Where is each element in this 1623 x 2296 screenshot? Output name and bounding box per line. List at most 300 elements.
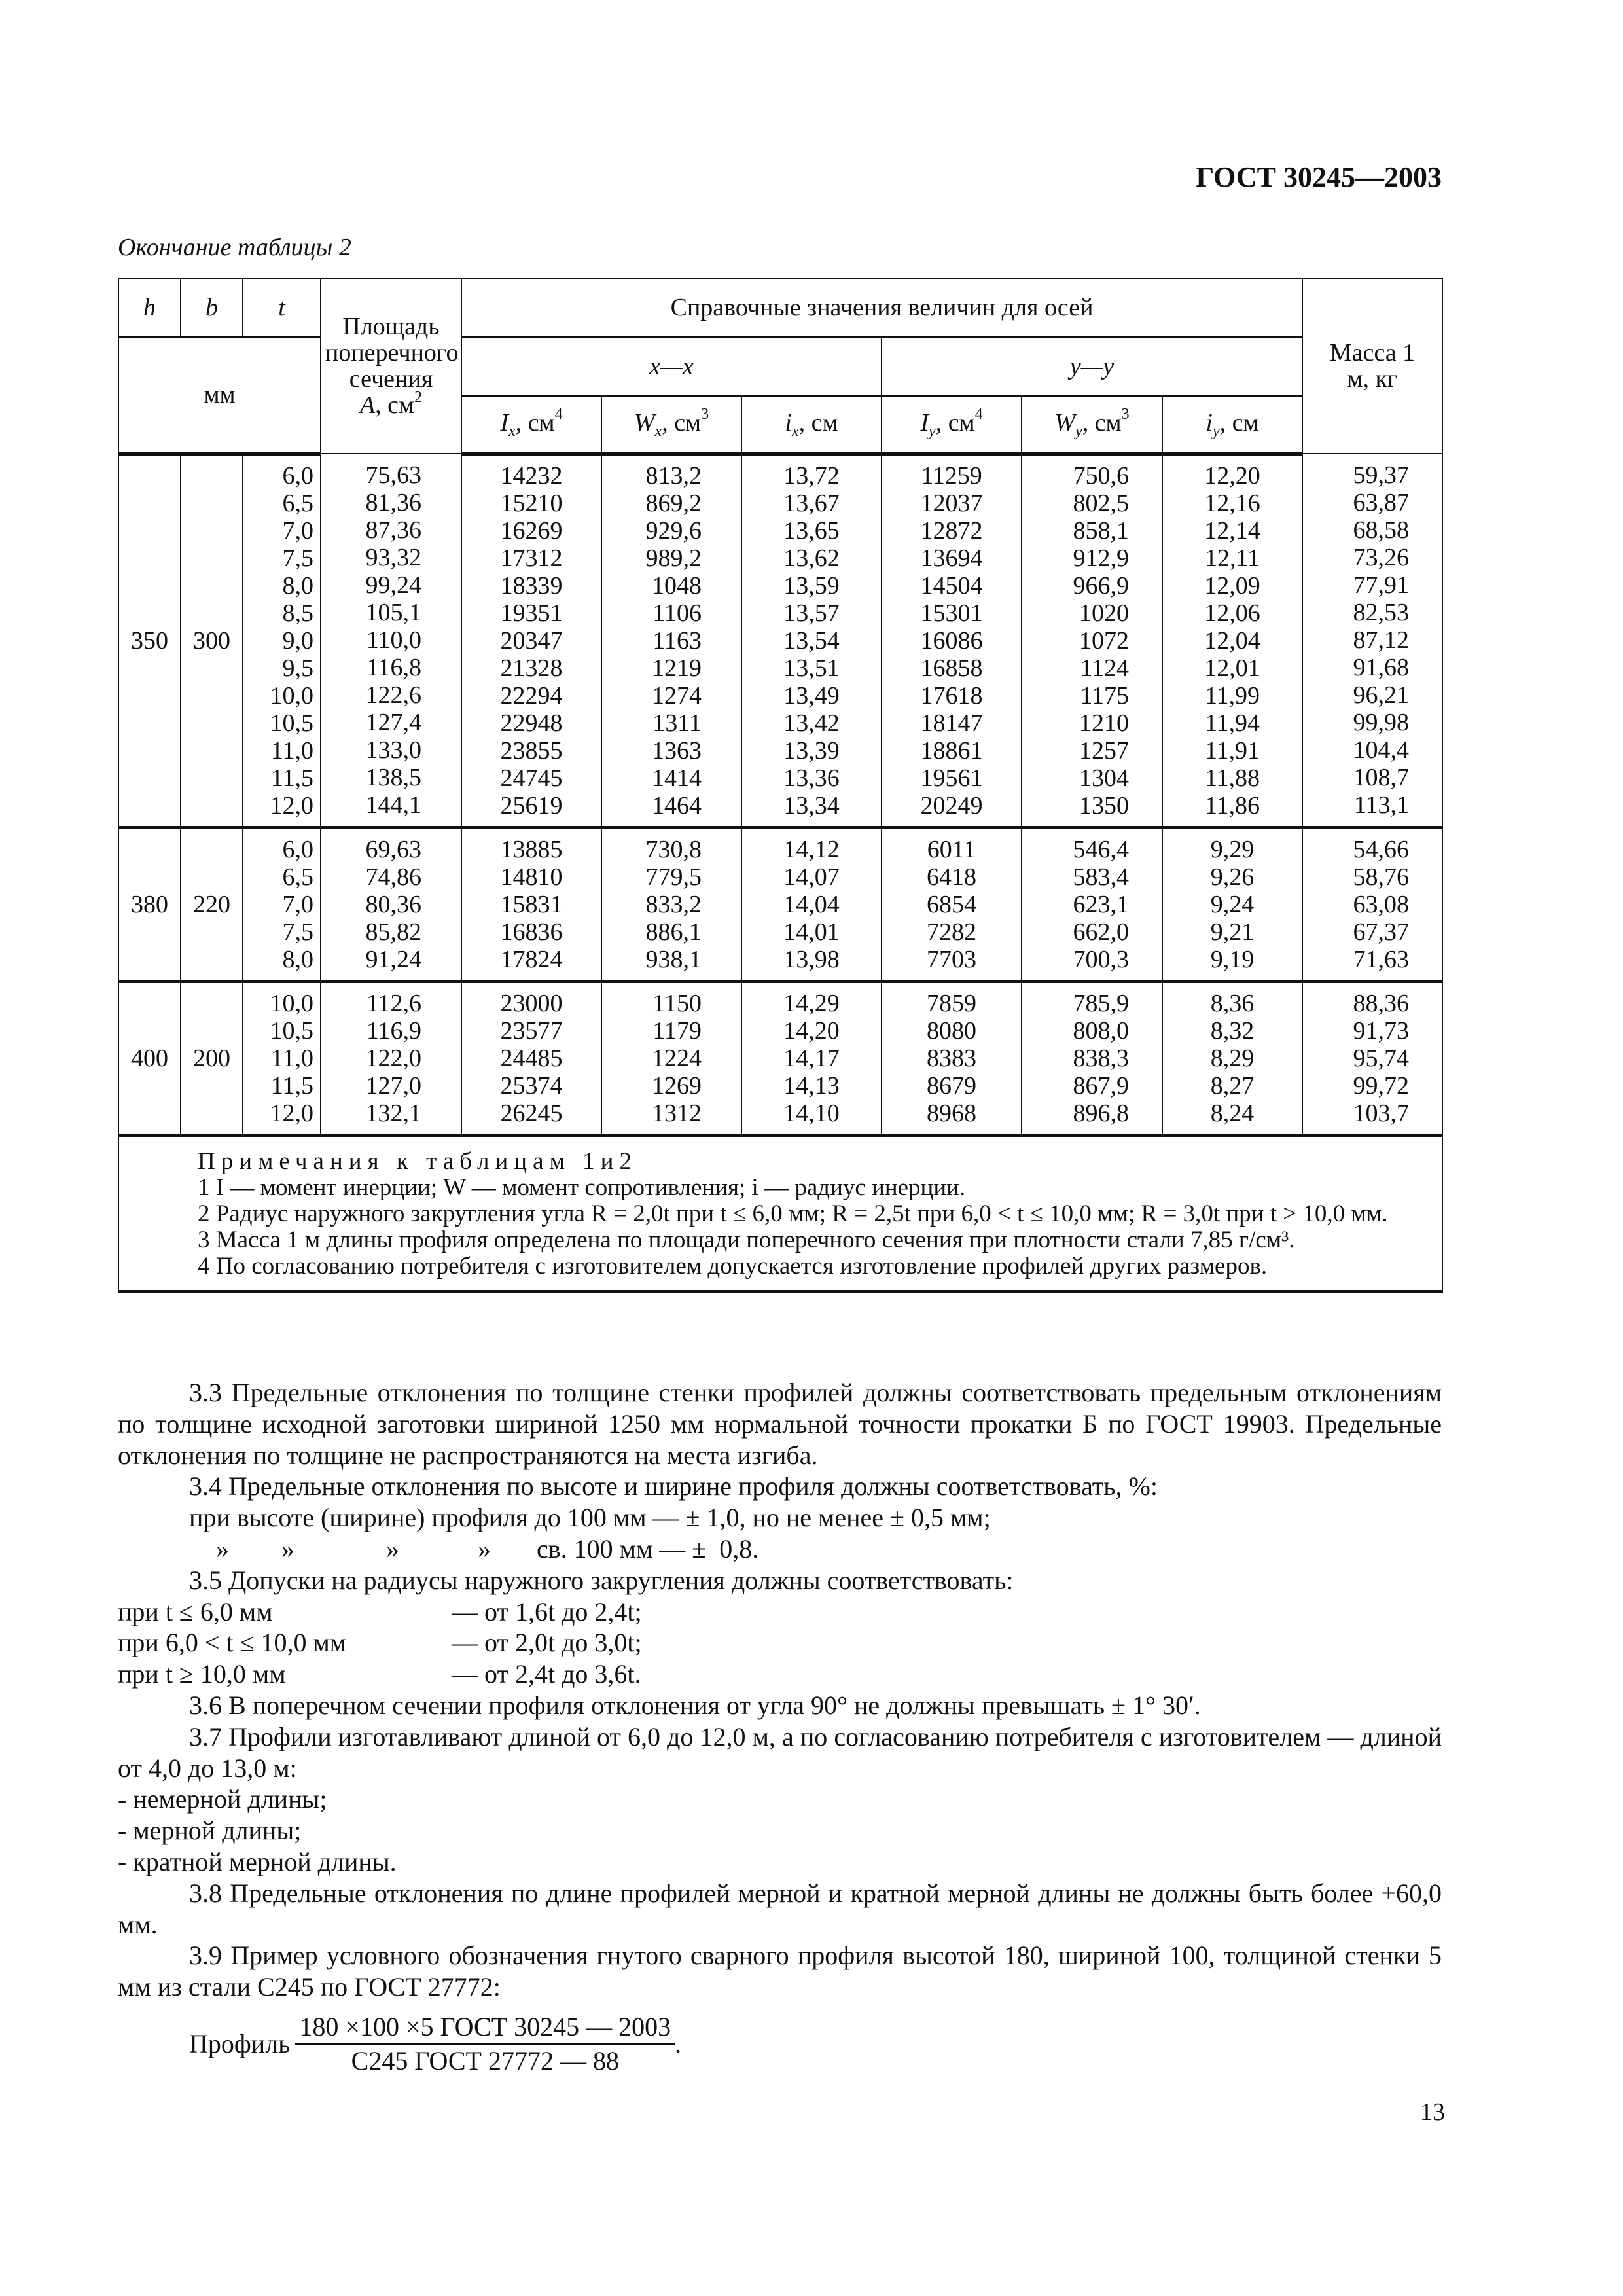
table-notes — [118, 1135, 1442, 1291]
cell-col-mass — [1302, 981, 1442, 1135]
cell-value-Wx: 1312 — [652, 1099, 702, 1127]
cell-value-Wy: 785,9 — [1073, 989, 1129, 1017]
cell-value-A: 91,24 — [365, 945, 421, 973]
cell-value-iy: 12,06 — [1204, 599, 1260, 627]
cell-value-mass: 77,91 — [1353, 571, 1410, 599]
cell-value-mass: 87,12 — [1353, 626, 1410, 654]
cell-value-Wy: 1350 — [1079, 791, 1129, 819]
cell-value-iy: 11,86 — [1204, 791, 1260, 819]
cell-value-mass: 113,1 — [1353, 791, 1410, 819]
cell-value-Wx: 1163 — [652, 626, 702, 655]
cell-value-t: 7,0 — [282, 890, 313, 918]
cell-h: 380 — [118, 827, 181, 981]
cell-value-ix: 13,65 — [783, 516, 840, 545]
cell-value-Iy: 8679 — [927, 1071, 976, 1100]
cell-col-ix — [741, 827, 882, 981]
cell-value-Ix: 15210 — [500, 489, 563, 517]
cell-value-mass: 99,72 — [1353, 1071, 1410, 1100]
cell-value-iy: 9,26 — [1210, 863, 1255, 891]
cell-value-A: 74,86 — [365, 863, 421, 891]
cell-value-Wy: 802,5 — [1073, 489, 1129, 517]
cell-value-Ix: 25619 — [500, 791, 563, 819]
cell-value-Iy: 7703 — [927, 945, 976, 973]
header-col — [741, 396, 882, 454]
cell-value-Iy: 6854 — [927, 890, 976, 918]
cell-value-A: 127,0 — [365, 1071, 421, 1100]
cell-value-A: 80,36 — [365, 890, 421, 918]
cell-value-mass: 82,53 — [1353, 598, 1410, 626]
header-area — [321, 278, 461, 454]
cell-value-Ix: 17824 — [500, 945, 563, 973]
cell-value-Iy: 6011 — [927, 835, 976, 863]
header-col-symbol: W — [1054, 408, 1076, 437]
cell-value-Iy: 7282 — [927, 918, 976, 946]
cell-value-ix: 14,12 — [783, 835, 840, 863]
table-continuation-caption: Окончание таблицы 2 — [118, 234, 351, 261]
cell-value-t: 7,0 — [282, 516, 313, 545]
cell-value-Wx: 1414 — [652, 764, 702, 792]
cell-value-A: 122,6 — [365, 681, 421, 709]
cell-value-Wy: 1124 — [1080, 654, 1129, 682]
note-2: 2 Радиус наружного закругления угла R = 2,0t при t ≤ 6,0 мм; R = 2,5t при 6,0 < t ≤ 10,0 мм; R = 3,0t при t > 10,0 мм. — [198, 1200, 1388, 1227]
cell-value-A: 116,8 — [366, 653, 421, 681]
header-col-unit: , см — [515, 408, 555, 437]
cell-value-t: 6,0 — [282, 461, 313, 490]
cell-value-Ix: 22948 — [500, 709, 563, 737]
cell-col-ix — [741, 981, 882, 1135]
cell-value-Ix: 23000 — [500, 989, 563, 1017]
cell-col-Wy — [1022, 454, 1162, 827]
cell-value-t: 12,0 — [270, 1099, 313, 1127]
cell-value-Wx: 1048 — [652, 571, 702, 600]
cell-value-ix: 13,42 — [783, 709, 840, 737]
cell-value-t: 8,0 — [282, 945, 313, 973]
clause-3-5: 3.5 Допуски на радиусы наружного закругления должны соответствовать: — [189, 1565, 1014, 1595]
tolerance-condition: при t ≥ 10,0 мм — [118, 1659, 286, 1689]
cell-value-Ix: 23577 — [500, 1016, 563, 1045]
cell-value-Iy: 8383 — [927, 1044, 976, 1072]
cell-value-Ix: 22294 — [500, 681, 563, 709]
cell-b: 300 — [181, 454, 243, 827]
header-col-sup: 4 — [974, 405, 983, 423]
header-area-unit: , см — [375, 391, 415, 419]
cell-value-t: 6,5 — [282, 489, 313, 517]
note-3: 3 Масса 1 м длины профиля определена по площади поперечного сечения при плотности стали 7,85 г/см³. — [198, 1226, 1295, 1253]
cell-value-Wx: 730,8 — [645, 835, 702, 863]
cell-value-A: 87,36 — [365, 516, 421, 544]
cell-value-iy: 9,19 — [1210, 945, 1255, 973]
cell-value-Ix: 14232 — [500, 461, 563, 490]
header-col-sub: x — [791, 422, 799, 440]
cell-value-Ix: 21328 — [500, 654, 563, 682]
cell-value-A: 132,1 — [365, 1099, 421, 1127]
designation-numerator: 180 ×100 ×5 ГОСТ 30245 — 2003 — [295, 2012, 675, 2045]
cell-value-iy: 9,24 — [1210, 890, 1255, 918]
cell-value-Wx: 1219 — [652, 654, 702, 682]
clause-3-7: 3.7 Профили изготавливают длиной от 6,0 до 12,0 м, а по согласованию потребителя с изготовителем — длиной от 4,0 до 13,0 м: — [118, 1721, 1442, 1783]
cell-value-Iy: 7859 — [927, 989, 976, 1017]
cell-value-Wx: 1274 — [652, 681, 702, 709]
cell-value-t: 8,0 — [282, 571, 313, 600]
cell-col-Ix — [461, 981, 601, 1135]
cell-value-mass: 67,37 — [1353, 918, 1410, 946]
cell-b: 220 — [181, 827, 243, 981]
cell-value-Ix: 23855 — [500, 736, 563, 764]
cell-value-ix: 14,29 — [783, 989, 840, 1017]
cell-value-A: 110,0 — [366, 626, 421, 654]
cell-h: 350 — [118, 454, 181, 827]
cell-value-Wx: 1363 — [652, 736, 702, 764]
header-col-unit: , см — [798, 408, 838, 437]
cell-value-Iy: 8080 — [927, 1016, 976, 1045]
cell-col-mass — [1302, 827, 1442, 981]
cell-value-t: 6,0 — [282, 835, 313, 863]
cell-value-Wy: 867,9 — [1073, 1071, 1129, 1100]
cell-value-Wy: 700,3 — [1073, 945, 1129, 973]
clause-3-3: 3.3 Предельные отклонения по толщине стенки профилей должны соответствовать предельным отклонениям по толщине исходной заготовки шириной 1250 мм нормальной точности прокатки Б по ГОСТ 19903. Предельные отклонения по толщине не распространяются на места изгиба. — [118, 1378, 1442, 1470]
cell-value-mass: 95,74 — [1353, 1044, 1410, 1072]
cell-value-mass: 63,08 — [1353, 890, 1410, 918]
cell-value-mass: 103,7 — [1353, 1099, 1410, 1127]
header-col — [461, 396, 601, 454]
cell-value-Wy: 1175 — [1080, 681, 1129, 709]
cell-value-Iy: 14504 — [920, 571, 983, 600]
cell-value-iy: 9,21 — [1210, 918, 1255, 946]
cell-value-A: 75,63 — [365, 461, 421, 489]
cell-value-ix: 14,10 — [783, 1099, 840, 1127]
cell-col-Wx — [601, 454, 741, 827]
cell-value-ix: 13,62 — [783, 544, 840, 572]
designation-fraction — [295, 2012, 675, 2076]
cell-value-iy: 8,32 — [1210, 1016, 1255, 1045]
tolerance-condition: при t ≤ 6,0 мм — [118, 1596, 273, 1626]
cell-col-Wx — [601, 981, 741, 1135]
cell-col-Iy — [882, 454, 1022, 827]
cell-value-Iy: 16858 — [920, 654, 983, 682]
designation-end: . — [675, 2029, 682, 2059]
cell-value-Wx: 989,2 — [645, 544, 702, 572]
header-mm: мм — [118, 337, 321, 454]
clause-3-8: 3.8 Предельные отклонения по длине профилей мерной и кратной мерной длины не должны быть более +60,0 мм. — [118, 1878, 1442, 1939]
cell-value-t: 11,5 — [270, 1071, 313, 1100]
cell-value-Wx: 1179 — [652, 1016, 702, 1045]
cell-value-Ix: 26245 — [500, 1099, 563, 1127]
tolerance-value: — от 1,6t до 2,4t; — [452, 1596, 642, 1626]
note-4: 4 По согласованию потребителя с изготовителем допускается изготовление профилей других размеров. — [198, 1252, 1268, 1280]
cell-value-Wy: 966,9 — [1073, 571, 1129, 600]
cell-value-t: 10,0 — [270, 989, 313, 1017]
cell-value-t: 12,0 — [270, 791, 313, 819]
cell-value-Wx: 1150 — [652, 989, 702, 1017]
cell-value-Wx: 1224 — [652, 1044, 702, 1072]
cell-value-Iy: 8968 — [927, 1099, 976, 1127]
header-col-symbol: W — [633, 408, 655, 437]
length-item: - кратной мерной длины. — [118, 1846, 397, 1876]
cell-value-Ix: 15831 — [500, 890, 563, 918]
cell-value-Iy: 12872 — [920, 516, 983, 545]
cell-value-Ix: 16269 — [500, 516, 563, 545]
cell-value-t: 6,5 — [282, 863, 313, 891]
cell-value-t: 7,5 — [282, 918, 313, 946]
cell-col-iy — [1162, 827, 1302, 981]
cell-value-Wy: 858,1 — [1073, 516, 1129, 545]
table-row-group — [118, 454, 1442, 827]
header-col-sub: y — [1213, 422, 1220, 440]
cell-value-iy: 11,88 — [1204, 764, 1260, 792]
header-col-sup: 3 — [1121, 405, 1130, 423]
header-col-symbol: i — [785, 408, 792, 437]
clause-3-4-line-2: » » » » св. 100 мм — ± 0,8. — [216, 1534, 759, 1564]
header-area-text: Площадь поперечного сечения — [325, 313, 459, 393]
cell-value-A: 85,82 — [365, 918, 421, 946]
cell-value-iy: 11,91 — [1204, 736, 1260, 764]
cell-value-Wx: 779,5 — [645, 863, 702, 891]
cell-value-Wx: 813,2 — [645, 461, 702, 490]
cell-value-A: 112,6 — [366, 989, 421, 1017]
cell-value-iy: 12,20 — [1204, 461, 1260, 490]
cell-value-Ix: 13885 — [500, 835, 563, 863]
header-b: b — [181, 278, 243, 337]
cell-col-Wy — [1022, 827, 1162, 981]
table-2 — [118, 278, 1443, 1293]
cell-value-A: 69,63 — [365, 835, 421, 863]
cell-value-Wy: 1257 — [1079, 736, 1129, 764]
cell-value-ix: 13,72 — [783, 461, 840, 490]
header-col-sub: y — [929, 422, 936, 440]
header-t: t — [243, 278, 321, 337]
cell-value-Wx: 886,1 — [645, 918, 702, 946]
header-area-sup: 2 — [414, 389, 423, 406]
header-col — [882, 396, 1022, 454]
cell-col-A — [321, 827, 461, 981]
cell-value-ix: 13,51 — [783, 654, 840, 682]
cell-value-A: 138,5 — [365, 763, 421, 791]
cell-col-A — [321, 981, 461, 1135]
header-col-unit: , см — [1082, 408, 1122, 437]
cell-value-Wx: 869,2 — [645, 489, 702, 517]
cell-value-A: 144,1 — [365, 791, 421, 819]
cell-value-mass: 104,4 — [1353, 736, 1410, 764]
tolerance-value: — от 2,0t до 3,0t; — [452, 1628, 642, 1658]
cell-value-Wy: 838,3 — [1073, 1044, 1129, 1072]
cell-value-mass: 73,26 — [1353, 543, 1410, 571]
cell-value-Wy: 750,6 — [1073, 461, 1129, 490]
cell-value-ix: 14,20 — [783, 1016, 840, 1045]
cell-col-t — [243, 981, 321, 1135]
cell-value-iy: 8,36 — [1210, 989, 1255, 1017]
cell-value-A: 99,24 — [365, 571, 421, 599]
cell-value-Iy: 17618 — [920, 681, 983, 709]
body-text — [118, 1377, 1442, 2076]
cell-col-t — [243, 454, 321, 827]
header-col-unit: , см — [1219, 408, 1259, 437]
cell-value-ix: 13,36 — [783, 764, 840, 792]
cell-value-Wy: 808,0 — [1073, 1016, 1129, 1045]
cell-value-t: 10,0 — [270, 681, 313, 709]
cell-value-Iy: 11259 — [921, 461, 982, 490]
cell-col-t — [243, 827, 321, 981]
designation-label: Профиль — [189, 2029, 291, 2059]
cell-col-Iy — [882, 981, 1022, 1135]
cell-value-Ix: 14810 — [500, 863, 563, 891]
length-item: - мерной длины; — [118, 1816, 302, 1846]
cell-value-Ix: 16836 — [500, 918, 563, 946]
header-col-sub: x — [508, 422, 516, 440]
cell-value-iy: 12,01 — [1204, 654, 1260, 682]
table-row-group — [118, 827, 1442, 981]
cell-value-Iy: 15301 — [920, 599, 983, 627]
cell-col-iy — [1162, 981, 1302, 1135]
cell-value-iy: 12,14 — [1204, 516, 1260, 545]
cell-value-ix: 13,98 — [783, 945, 840, 973]
cell-value-Iy: 12037 — [920, 489, 983, 517]
notes-title: Примечания к таблицам 1и2 — [198, 1147, 637, 1175]
header-axis-x: x—x — [461, 337, 882, 396]
cell-value-Ix: 25374 — [500, 1071, 563, 1100]
cell-value-mass: 91,73 — [1353, 1016, 1410, 1045]
cell-value-t: 7,5 — [282, 544, 313, 572]
cell-value-Iy: 16086 — [920, 626, 983, 655]
cell-value-mass: 63,87 — [1353, 488, 1410, 516]
cell-value-Wy: 623,1 — [1073, 890, 1129, 918]
cell-value-mass: 71,63 — [1353, 945, 1410, 973]
page-number: 13 — [1420, 2098, 1445, 2126]
header-area-symbol: A — [359, 391, 376, 419]
cell-value-Wy: 912,9 — [1073, 544, 1129, 572]
note-1: 1 I — момент инерции; W — момент сопротивления; i — радиус инерции. — [198, 1174, 966, 1201]
header-col-sup: 3 — [701, 405, 709, 423]
cell-value-ix: 13,39 — [783, 736, 840, 764]
cell-value-t: 8,5 — [282, 599, 313, 627]
length-item: - немерной длины; — [118, 1784, 327, 1814]
cell-value-Wx: 938,1 — [645, 945, 702, 973]
clause-3-9: 3.9 Пример условного обозначения гнутого сварного профиля высотой 180, шириной 100, толщиной стенки 5 мм из стали С245 по ГОСТ 27772: — [118, 1941, 1442, 2002]
table-row-group — [118, 981, 1442, 1135]
cell-value-Wx: 1311 — [652, 709, 702, 737]
cell-value-Iy: 19561 — [920, 764, 983, 792]
header-col — [601, 396, 741, 454]
cell-col-ix — [741, 454, 882, 827]
cell-value-t: 11,5 — [270, 764, 313, 792]
tolerance-value: — от 2,4t до 3,6t. — [452, 1659, 641, 1689]
header-col-sub: x — [654, 422, 662, 440]
header-col-symbol: I — [500, 408, 509, 437]
clause-3-4-line-1: при высоте (ширине) профиля до 100 мм — ± 1,0, но не менее ± 0,5 мм; — [189, 1503, 991, 1533]
tolerance-condition: при 6,0 < t ≤ 10,0 мм — [118, 1628, 347, 1658]
cell-value-ix: 13,67 — [783, 489, 840, 517]
cell-value-iy: 11,94 — [1204, 709, 1260, 737]
cell-value-Wy: 583,4 — [1073, 863, 1129, 891]
cell-value-ix: 13,49 — [783, 681, 840, 709]
cell-value-Iy: 6418 — [927, 863, 976, 891]
cell-value-Ix: 20347 — [500, 626, 563, 655]
cell-value-iy: 9,29 — [1210, 835, 1255, 863]
cell-h: 400 — [118, 981, 181, 1135]
cell-value-iy: 12,11 — [1204, 544, 1260, 572]
cell-value-Iy: 18861 — [920, 736, 983, 764]
cell-value-mass: 99,98 — [1353, 708, 1410, 736]
cell-value-A: 116,9 — [366, 1016, 421, 1045]
cell-value-Wy: 1304 — [1079, 764, 1129, 792]
cell-value-Wx: 929,6 — [645, 516, 702, 545]
cell-value-mass: 91,68 — [1353, 653, 1410, 681]
cell-value-A: 81,36 — [365, 488, 421, 516]
cell-value-Wy: 1210 — [1079, 709, 1129, 737]
cell-col-iy — [1162, 454, 1302, 827]
header-col — [1022, 396, 1162, 454]
header-col-unit: , см — [662, 408, 702, 437]
cell-value-ix: 14,04 — [783, 890, 840, 918]
cell-value-mass: 54,66 — [1353, 835, 1410, 863]
cell-value-A: 105,1 — [365, 598, 421, 626]
cell-value-Wy: 662,0 — [1073, 918, 1129, 946]
cell-value-Wy: 1020 — [1079, 599, 1129, 627]
header-col-symbol: I — [920, 408, 929, 437]
cell-value-A: 127,4 — [365, 708, 421, 736]
cell-value-Wx: 1464 — [652, 791, 702, 819]
cell-value-t: 10,5 — [270, 709, 313, 737]
cell-value-ix: 13,57 — [783, 599, 840, 627]
cell-value-iy: 12,16 — [1204, 489, 1260, 517]
header-col-sub: y — [1075, 422, 1082, 440]
cell-value-Wx: 833,2 — [645, 890, 702, 918]
header-col-unit: , см — [935, 408, 975, 437]
cell-value-Wx: 1269 — [652, 1071, 702, 1100]
cell-value-A: 93,32 — [365, 543, 421, 571]
cell-value-ix: 13,54 — [783, 626, 840, 655]
designation-denominator: С245 ГОСТ 27772 — 88 — [351, 2045, 619, 2075]
header-h: h — [118, 278, 181, 337]
cell-value-mass: 59,37 — [1353, 461, 1410, 489]
cell-value-Ix: 24485 — [500, 1044, 563, 1072]
cell-value-t: 11,0 — [270, 1044, 313, 1072]
cell-value-ix: 13,59 — [783, 571, 840, 600]
cell-value-mass: 58,76 — [1353, 863, 1410, 891]
clause-3-6: 3.6 В поперечном сечении профиля отклонения от угла 90° не должны превышать ± 1° 30′. — [189, 1690, 1201, 1720]
cell-value-Iy: 20249 — [920, 791, 983, 819]
cell-value-Ix: 19351 — [500, 599, 563, 627]
cell-value-A: 133,0 — [365, 736, 421, 764]
header-reference-values: Справочные значения величин для осей — [461, 278, 1302, 337]
cell-col-A — [321, 454, 461, 827]
cell-value-iy: 8,29 — [1210, 1044, 1255, 1072]
header-col-symbol: i — [1205, 408, 1213, 437]
cell-value-iy: 12,09 — [1204, 571, 1260, 600]
cell-value-t: 9,5 — [282, 654, 313, 682]
cell-value-Ix: 18339 — [500, 571, 563, 600]
cell-col-mass — [1302, 454, 1442, 827]
cell-value-A: 122,0 — [365, 1044, 421, 1072]
cell-value-Wy: 896,8 — [1073, 1099, 1129, 1127]
cell-value-mass: 68,58 — [1353, 516, 1410, 544]
cell-value-ix: 13,34 — [783, 791, 840, 819]
cell-value-iy: 12,04 — [1204, 626, 1260, 655]
cell-value-iy: 11,99 — [1204, 681, 1260, 709]
cell-b: 200 — [181, 981, 243, 1135]
header-axis-y: y—y — [882, 337, 1302, 396]
cell-value-iy: 8,27 — [1210, 1071, 1255, 1100]
cell-col-Ix — [461, 454, 601, 827]
cell-value-t: 9,0 — [282, 626, 313, 655]
cell-value-Wy: 1072 — [1079, 626, 1129, 655]
cell-value-t: 11,0 — [270, 736, 313, 764]
cell-value-Wx: 1106 — [652, 599, 702, 627]
cell-value-ix: 14,17 — [783, 1044, 840, 1072]
cell-value-mass: 108,7 — [1353, 763, 1410, 791]
cell-value-mass: 96,21 — [1353, 681, 1410, 709]
cell-value-Ix: 17312 — [500, 544, 563, 572]
cell-col-Wx — [601, 827, 741, 981]
